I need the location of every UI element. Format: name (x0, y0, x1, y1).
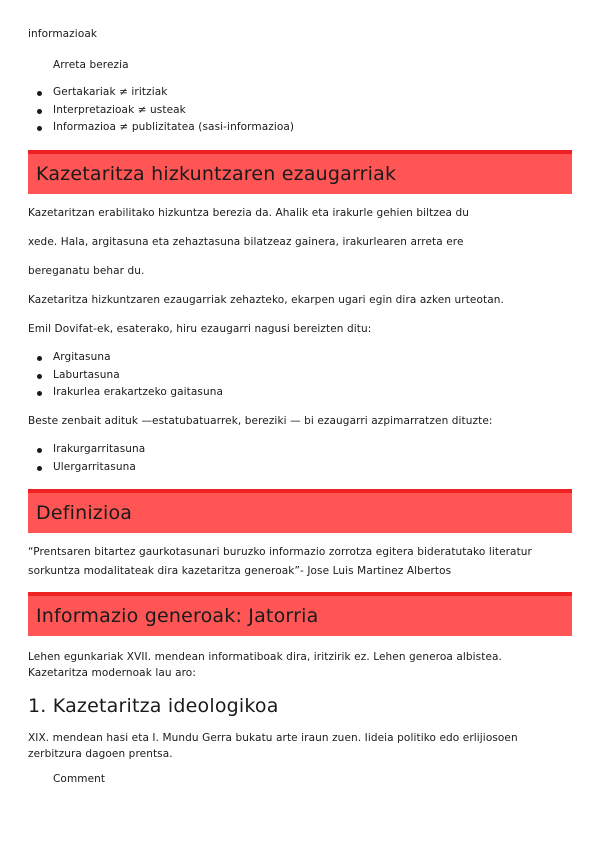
list-item: Laburtasuna (28, 367, 223, 385)
paragraph-line: XIX. mendean hasi eta I. Mundu Gerra bukatu arte iraun zuen. Iideia politiko edo erlijiosoen (28, 732, 518, 744)
section-banner-jatorria (28, 592, 572, 636)
section-title: Kazetaritza hizkuntzaren ezaugarriak (36, 163, 397, 185)
paragraph-line: bereganatu behar du. (28, 265, 145, 277)
list-item: Ulergarritasuna (28, 459, 145, 477)
paragraph-line: xede. Hala, argitasuna eta zehaztasuna bilatzeaz gainera, irakurlearen arreta ere (28, 236, 464, 248)
heading-kazetaritza-ideologikoa: 1. Kazetaritza ideologikoa (28, 695, 279, 717)
paragraph-line: Lehen egunkariak XVII. mendean informatiboak dira, iritzirik ez. Lehen generoa albistea. (28, 651, 502, 663)
list-item: Argitasuna (28, 349, 223, 367)
paragraph-line: Beste zenbait adituk —estatubatuarrek, bereziki — bi ezaugarri azpimarratzen dituzte: (28, 415, 493, 427)
paragraph-line: Kazetaritza modernoak lau aro: (28, 667, 196, 679)
list-item: Interpretazioak ≠ usteak (28, 102, 294, 120)
bullet-list-dovifat (28, 349, 223, 402)
arreta-berezia-label: Arreta berezia (53, 59, 129, 71)
list-item: Irakurlea erakartzeko gaitasuna (28, 384, 223, 402)
list-item: Informazioa ≠ publizitatea (sasi-informazioa) (28, 119, 294, 137)
quote-line: “Prentsaren bitartez gaurkotasunari buruzko informazio zorrotza egitera bideratutako literatur (28, 546, 532, 558)
bullet-list-arreta (28, 84, 294, 137)
section-banner-definizioa (28, 489, 572, 533)
list-item: Gertakariak ≠ iritziak (28, 84, 294, 102)
bullet-list-adituak (28, 441, 145, 476)
paragraph-line: Kazetaritza hizkuntzaren ezaugarriak zehazteko, ekarpen ugari egin dira azken urteotan. (28, 294, 504, 306)
comment-label: Comment (53, 773, 106, 785)
paragraph-line: zerbitzura dagoen prentsa. (28, 748, 173, 760)
section-title: Informazio generoak: Jatorria (36, 605, 319, 627)
quote-line: sorkuntza modalitateak dira kazetaritza generoak”- Jose Luis Martinez Albertos (28, 565, 452, 577)
paragraph-line: Kazetaritzan erabilitako hizkuntza berezia da. Ahalik eta irakurle gehien biltzea du (28, 207, 470, 219)
section-banner-ezaugarriak (28, 150, 572, 194)
top-fragment-text: informazioak (28, 28, 98, 40)
paragraph-line: Emil Dovifat-ek, esaterako, hiru ezaugarri nagusi bereizten ditu: (28, 323, 372, 335)
section-title: Definizioa (36, 502, 133, 524)
list-item: Irakurgarritasuna (28, 441, 145, 459)
